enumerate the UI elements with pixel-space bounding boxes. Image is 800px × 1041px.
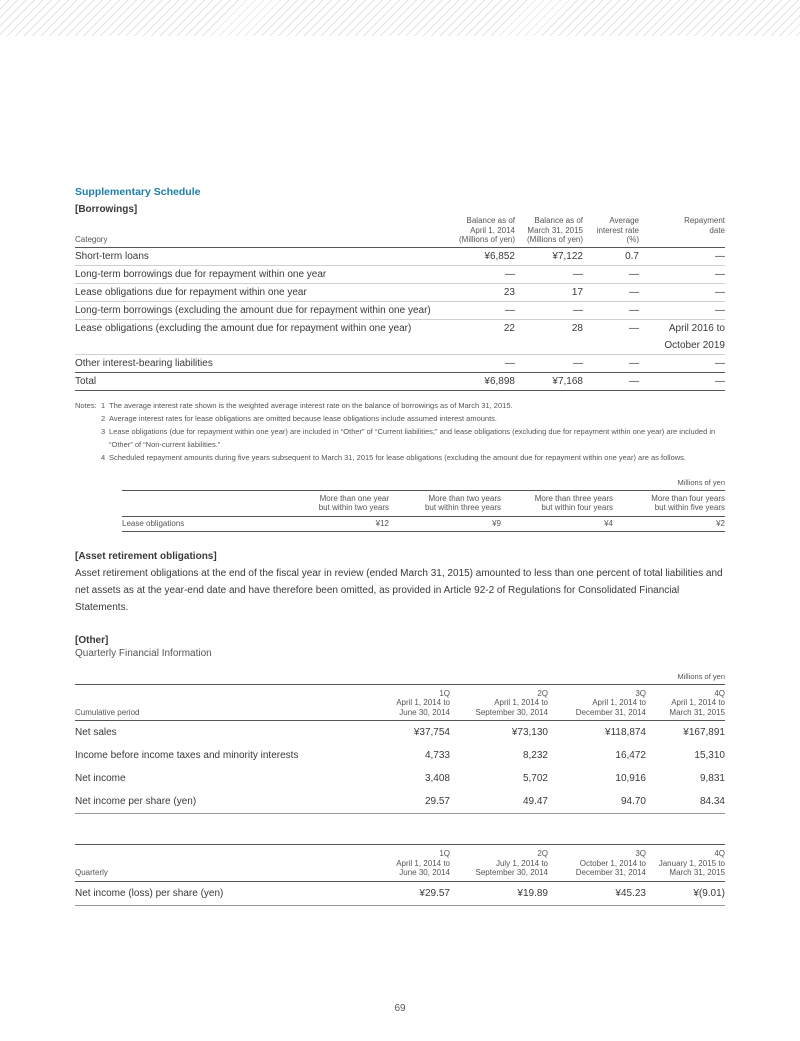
aro-heading: [Asset retirement obligations] xyxy=(75,550,217,562)
table-row: Net income (loss) per share (yen) ¥29.57 ¥19.89 ¥45.23 ¥(9.01) xyxy=(75,881,725,905)
table-row: Net income 3,408 5,702 10,916 9,831 xyxy=(75,773,725,784)
total-row: Total ¥6,898 ¥7,168 — — xyxy=(75,372,725,390)
page-content xyxy=(75,186,725,906)
table-row: Lease obligations (excluding the amount due for repayment within one year) 22 28 — April 2016 to October 2019 xyxy=(75,319,725,354)
note-item: 2 Average interest rates for lease obligations are omitted because lease obligations include assumed interest amounts. xyxy=(101,413,498,423)
note-item: 3 Lease obligations (due for repayment within one year) are included in “Other” of “Current liabilities;” and lease obligations (excluding due for repayment within one year) are included in “Other” of “Non-current liabilities.” xyxy=(101,426,716,449)
table-row: Lease obligations due for repayment within one year 23 17 — — xyxy=(75,283,725,301)
header-category: Category xyxy=(75,235,108,244)
table-row: Other interest-bearing liabilities — — — — xyxy=(75,354,725,372)
borrowings-header-row xyxy=(75,216,725,247)
table-row: Long-term borrowings due for repayment within one year — — — — xyxy=(75,265,725,283)
quarterly-unit-label: Millions of yen xyxy=(75,672,725,685)
table-row: Short-term loans ¥6,852 ¥7,122 0.7 — xyxy=(75,247,725,265)
lease-table xyxy=(122,491,725,532)
note-item: Notes: 1 The average interest rate shown is the weighted average interest rate on the balance of borrowings as of March 31, 2015. xyxy=(75,400,513,410)
other-heading: [Other] xyxy=(75,634,109,646)
table-row: Income before income taxes and minority interests 4,733 8,232 16,472 15,310 xyxy=(75,750,725,761)
lease-header-row: More than one year but within two years More than two years but within three years More than three years but within four years More than four years but within five years xyxy=(122,491,725,517)
cumulative-header-row: Cumulative period 1Q April 1, 2014 to June 30, 2014 2Q April 1, 2014 to September 30, 2014 3Q April 1, 2014 to December 31, 2014 4Q April 1, 2014 to March 31, 2015 xyxy=(75,685,725,721)
notes-block xyxy=(75,399,725,464)
table-row: Lease obligations ¥12 ¥9 ¥4 ¥2 xyxy=(122,516,725,531)
page-number: 69 xyxy=(394,1003,406,1014)
table-row: Long-term borrowings (excluding the amount due for repayment within one year) — — — — xyxy=(75,301,725,319)
lease-schedule xyxy=(122,478,725,532)
note-item: 4 Scheduled repayment amounts during five years subsequent to March 31, 2015 for lease obligations (excluding the amount due for repayment within one year) are as follows. xyxy=(101,452,686,462)
borrowings-table xyxy=(75,216,725,391)
cumulative-table xyxy=(75,685,725,815)
notes-label: Notes: xyxy=(75,400,97,410)
header-interest-rate: Average interest rate (%) xyxy=(596,216,639,244)
header-balance-2014: Balance as of April 1, 2014 (Millions of yen) xyxy=(458,216,515,244)
table-row: Net income per share (yen) 29.57 49.47 94.70 84.34 xyxy=(75,790,725,814)
quarterly-header-row: Quarterly 1Q April 1, 2014 to June 30, 2014 2Q July 1, 2014 to September 30, 2014 3Q October 1, 2014 to December 31, 2014 4Q January 1, 2015 to March 31, 2015 xyxy=(75,845,725,881)
quarterly-section xyxy=(75,844,725,906)
aro-paragraph: Asset retirement obligations at the end of the fiscal year in review (ended March 31, 2015) amounted to less than one percent of total liabilities and net assets as at the year-end date and have therefore been omitted, as provided in Article 92-2 of Regulations for Consolidated Financial Statements. xyxy=(75,567,723,613)
quarterly-subtitle: Quarterly Financial Information xyxy=(75,647,212,659)
table-row: Net sales ¥37,754 ¥73,130 ¥118,874 ¥167,891 xyxy=(75,727,725,738)
header-repayment-date: Repayment date xyxy=(684,216,725,235)
decorative-header-band xyxy=(0,0,800,36)
borrowings-heading: [Borrowings] xyxy=(75,204,138,215)
quarterly-table xyxy=(75,845,725,906)
section-title: Supplementary Schedule xyxy=(75,186,201,198)
lease-unit-label: Millions of yen xyxy=(122,478,725,491)
header-balance-2015: Balance as of March 31, 2015 (Millions of yen) xyxy=(526,216,583,244)
repayment-date-range: April 2016 to October 2019 xyxy=(639,319,725,354)
